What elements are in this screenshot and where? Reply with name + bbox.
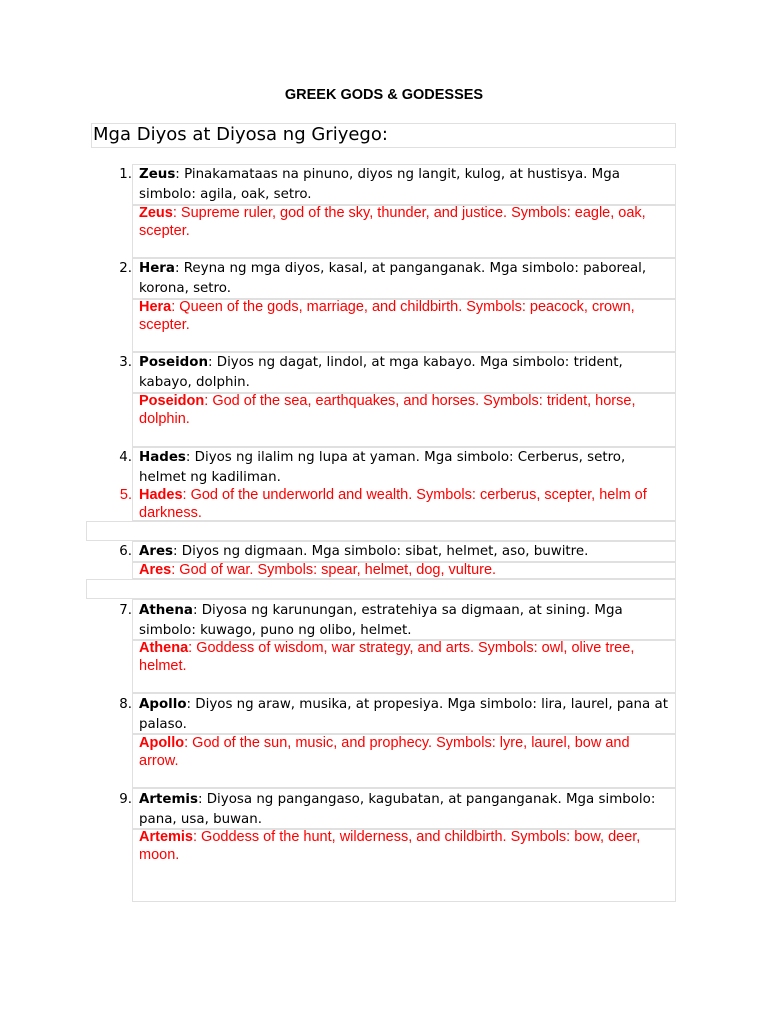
god-name-tl: Zeus xyxy=(139,167,176,182)
god-description-tl xyxy=(139,259,673,299)
god-name-tl: Ares xyxy=(139,544,174,559)
list-number: 4. xyxy=(119,450,132,465)
god-description-en xyxy=(139,829,673,864)
god-description-tl xyxy=(139,790,673,830)
god-name-en: Apollo xyxy=(139,735,185,751)
god-text-en: : God of the sea, earthquakes, and horses. Symbols: trident, horse, dolphin. xyxy=(139,393,636,427)
god-text-en: : God of war. Symbols: spear, helmet, dog, vulture. xyxy=(171,562,497,578)
section-heading: Mga Diyos at Diyosa ng Griyego: xyxy=(93,124,388,145)
god-description-en xyxy=(139,299,673,334)
god-text-tl: : Diyosa ng pangangaso, kagubatan, at panganganak. Mga simbolo: pana, usa, buwan. xyxy=(139,792,656,827)
god-text-tl: : Reyna ng mga diyos, kasal, at panganganak. Mga simbolo: paboreal, korona, setro. xyxy=(139,261,647,296)
god-text-en: : God of the underworld and wealth. Symbols: cerberus, scepter, helm of darkness. xyxy=(139,487,647,521)
god-text-en: : Goddess of wisdom, war strategy, and arts. Symbols: owl, olive tree, helmet. xyxy=(139,640,635,674)
list-number: 8. xyxy=(119,697,132,712)
god-name-tl: Athena xyxy=(139,603,193,618)
list-number: 5. xyxy=(119,487,132,503)
spacer-box xyxy=(86,579,676,599)
god-text-tl: : Diyos ng dagat, lindol, at mga kabayo. Mga simbolo: trident, kabayo, dolphin. xyxy=(139,355,623,390)
god-description-tl xyxy=(139,353,673,393)
list-number: 2. xyxy=(119,261,132,276)
god-description-en xyxy=(139,393,673,428)
god-description-en xyxy=(139,205,673,240)
god-name-tl: Poseidon xyxy=(139,355,208,370)
list-number: 7. xyxy=(119,603,132,618)
spacer-box xyxy=(86,521,676,541)
god-text-tl: : Pinakamataas na pinuno, diyos ng langit, kulog, at hustisya. Mga simbolo: agila, oak, setro. xyxy=(139,167,620,202)
god-name-tl: Hades xyxy=(139,450,186,465)
god-text-tl: : Diyos ng araw, musika, at propesiya. Mga simbolo: lira, laurel, pana at palaso. xyxy=(139,697,668,732)
god-description-tl xyxy=(139,601,673,641)
god-description-en xyxy=(139,487,673,522)
god-name-en: Hades xyxy=(139,487,183,503)
list-number: 6. xyxy=(119,544,132,559)
god-description-tl xyxy=(139,542,673,562)
god-name-en: Poseidon xyxy=(139,393,205,409)
god-description-tl xyxy=(139,695,673,735)
god-name-en: Hera xyxy=(139,299,172,315)
god-name-tl: Artemis xyxy=(139,792,198,807)
god-description-en xyxy=(139,640,673,675)
god-name-tl: Hera xyxy=(139,261,175,276)
god-text-tl: : Diyos ng digmaan. Mga simbolo: sibat, helmet, aso, buwitre. xyxy=(173,544,589,559)
god-text-en: : God of the sun, music, and prophecy. Symbols: lyre, laurel, bow and arrow. xyxy=(139,735,630,769)
god-description-tl xyxy=(139,165,673,205)
god-name-en: Athena xyxy=(139,640,189,656)
god-text-en: : Goddess of the hunt, wilderness, and childbirth. Symbols: bow, deer, moon. xyxy=(139,829,641,863)
god-description-en xyxy=(139,735,673,770)
list-number: 1. xyxy=(119,167,132,182)
god-description-tl xyxy=(139,448,673,488)
god-text-tl: : Diyosa ng karunungan, estratehiya sa digmaan, at sining. Mga simbolo: kuwago, puno ng olibo, helmet. xyxy=(139,603,623,638)
god-text-tl: : Diyos ng ilalim ng lupa at yaman. Mga simbolo: Cerberus, setro, helmet ng kadiliman. xyxy=(139,450,626,485)
list-number: 9. xyxy=(119,792,132,807)
list-number: 3. xyxy=(119,355,132,370)
god-text-en: : Queen of the gods, marriage, and childbirth. Symbols: peacock, crown, scepter. xyxy=(139,299,635,333)
god-description-en xyxy=(139,562,673,580)
page-title: GREEK GODS & GODESSES xyxy=(284,87,484,103)
god-name-en: Artemis xyxy=(139,829,193,845)
god-name-en: Ares xyxy=(139,562,172,578)
god-text-en: : Supreme ruler, god of the sky, thunder, and justice. Symbols: eagle, oak, scepter. xyxy=(139,205,646,239)
god-name-en: Zeus xyxy=(139,205,173,221)
god-name-tl: Apollo xyxy=(139,697,187,712)
